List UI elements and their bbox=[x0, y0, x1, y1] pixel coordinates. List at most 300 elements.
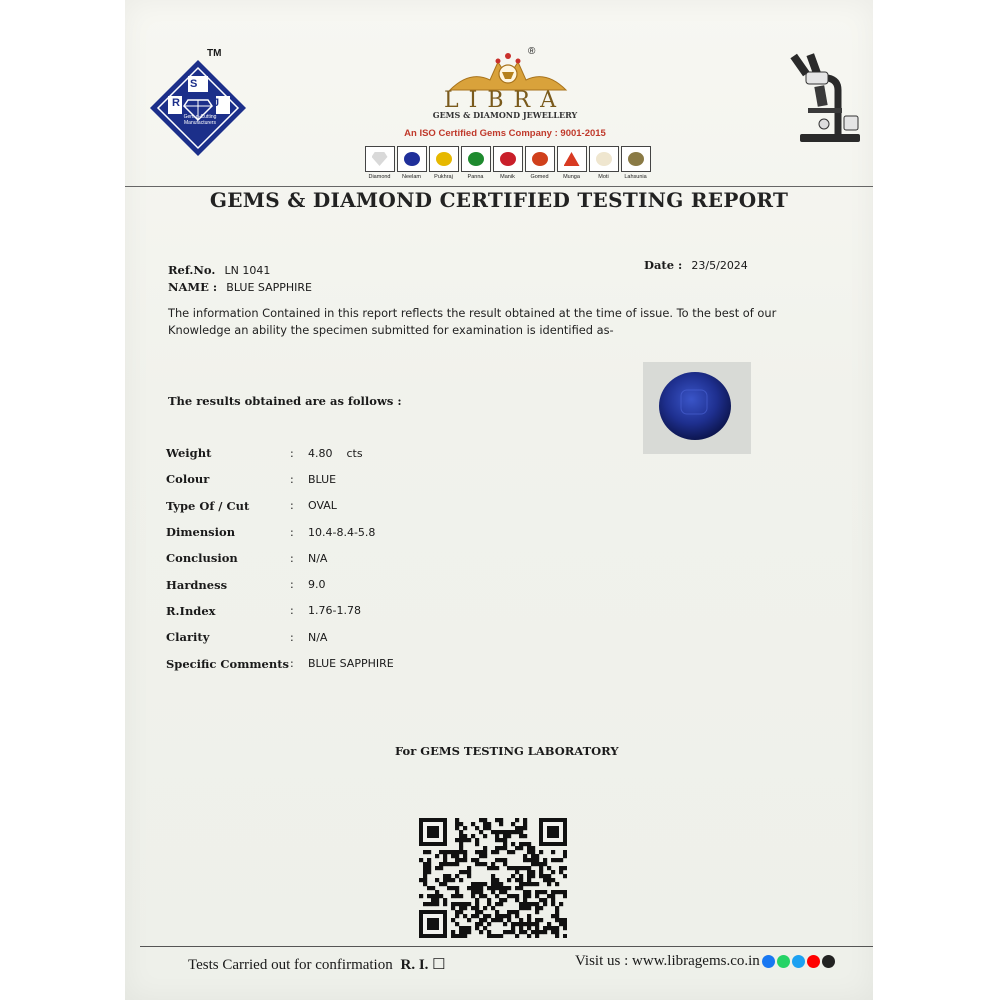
qr-module bbox=[447, 886, 451, 890]
qr-module bbox=[523, 866, 527, 870]
qr-module bbox=[443, 874, 447, 878]
qr-module bbox=[539, 862, 543, 866]
gem-stone-icon bbox=[596, 152, 612, 166]
gem-item bbox=[557, 146, 586, 184]
qr-module bbox=[559, 866, 563, 870]
qr-module bbox=[527, 906, 531, 910]
qr-module bbox=[555, 906, 559, 910]
gem-item bbox=[525, 146, 554, 184]
qr-module bbox=[531, 854, 535, 858]
qr-module bbox=[535, 902, 539, 906]
result-row bbox=[166, 624, 394, 650]
qr-module bbox=[475, 882, 479, 886]
gem-stone-icon bbox=[500, 152, 516, 166]
result-label: Dimension bbox=[166, 525, 236, 540]
gem-label: Manik bbox=[500, 174, 515, 180]
qr-code bbox=[419, 818, 567, 938]
qr-module bbox=[459, 910, 463, 914]
qr-module bbox=[535, 918, 539, 922]
qr-module bbox=[527, 870, 531, 874]
qr-module bbox=[427, 858, 431, 862]
date-label: Date : bbox=[644, 258, 683, 272]
qr-module bbox=[443, 850, 447, 854]
gem-label: Gomed bbox=[530, 174, 549, 180]
qr-module bbox=[435, 890, 439, 894]
qr-module bbox=[467, 838, 471, 842]
qr-module bbox=[495, 902, 499, 906]
qr-module bbox=[503, 898, 507, 902]
qr-module bbox=[523, 858, 527, 862]
qr-module bbox=[519, 866, 523, 870]
qr-module bbox=[471, 822, 475, 826]
qr-module bbox=[519, 846, 523, 850]
qr-module bbox=[507, 918, 511, 922]
report-title: GEMS & DIAMOND CERTIFIED TESTING REPORT bbox=[209, 188, 789, 212]
qr-module bbox=[555, 890, 559, 894]
qr-module bbox=[491, 866, 495, 870]
qr-module bbox=[511, 866, 515, 870]
qr-module bbox=[475, 890, 479, 894]
qr-module bbox=[443, 882, 447, 886]
qr-module bbox=[463, 902, 467, 906]
qr-module bbox=[479, 930, 483, 934]
date-value: 23/5/2024 bbox=[691, 259, 748, 272]
qr-module bbox=[459, 926, 463, 930]
qr-module bbox=[503, 930, 507, 934]
qr-module bbox=[463, 838, 467, 842]
qr-module bbox=[519, 918, 523, 922]
qr-module bbox=[455, 826, 459, 830]
gem-label: Munga bbox=[563, 174, 580, 180]
qr-module bbox=[531, 902, 535, 906]
qr-module bbox=[499, 898, 503, 902]
qr-module bbox=[479, 830, 483, 834]
qr-module bbox=[555, 858, 559, 862]
qr-module bbox=[547, 926, 551, 930]
result-label: R.Index bbox=[166, 603, 216, 618]
qr-module bbox=[531, 922, 535, 926]
qr-module bbox=[459, 834, 463, 838]
qr-module bbox=[479, 886, 483, 890]
qr-module bbox=[459, 846, 463, 850]
qr-module bbox=[427, 862, 431, 866]
gem-stone-icon bbox=[468, 152, 484, 166]
gem-box bbox=[493, 146, 523, 172]
qr-module bbox=[475, 838, 479, 842]
qr-module bbox=[523, 842, 527, 846]
qr-module bbox=[551, 930, 555, 934]
result-label: Conclusion bbox=[166, 551, 238, 566]
name-label: NAME : bbox=[168, 280, 218, 294]
qr-module bbox=[431, 902, 435, 906]
qr-module bbox=[527, 882, 531, 886]
result-row bbox=[166, 571, 394, 597]
qr-module bbox=[495, 838, 499, 842]
qr-module bbox=[419, 858, 423, 862]
qr-module bbox=[539, 906, 543, 910]
qr-module bbox=[499, 838, 503, 842]
qr-module bbox=[519, 882, 523, 886]
qr-module bbox=[499, 830, 503, 834]
srj-letter-r: R bbox=[172, 97, 180, 109]
qr-module bbox=[539, 930, 543, 934]
footer-visit bbox=[575, 953, 835, 970]
qr-module bbox=[551, 850, 555, 854]
result-row bbox=[166, 598, 394, 624]
gem-label: Pukhraj bbox=[434, 174, 453, 180]
qr-module bbox=[523, 826, 527, 830]
qr-module bbox=[431, 898, 435, 902]
qr-module bbox=[511, 894, 515, 898]
qr-module bbox=[515, 922, 519, 926]
qr-module bbox=[515, 910, 519, 914]
gem-stone-icon bbox=[372, 152, 388, 166]
facebook-icon[interactable] bbox=[762, 955, 775, 968]
qr-finder-pattern bbox=[539, 818, 567, 846]
qr-module bbox=[527, 850, 531, 854]
qr-module bbox=[535, 934, 539, 938]
qr-module bbox=[507, 910, 511, 914]
qr-module bbox=[495, 866, 499, 870]
result-colon: : bbox=[290, 630, 294, 644]
sapphire-stone-icon bbox=[643, 362, 751, 454]
qr-module bbox=[559, 902, 563, 906]
qr-module bbox=[499, 818, 503, 822]
qr-module bbox=[527, 918, 531, 922]
qr-module bbox=[527, 914, 531, 918]
gem-label: Neelam bbox=[402, 174, 421, 180]
qr-module bbox=[503, 846, 507, 850]
trademark-mark: TM bbox=[207, 48, 222, 59]
qr-module bbox=[467, 918, 471, 922]
srj-tagline: Gem-n-Cutting Manufacturers bbox=[183, 114, 217, 126]
qr-finder-pattern bbox=[419, 910, 447, 938]
qr-module bbox=[519, 830, 523, 834]
qr-module bbox=[527, 846, 531, 850]
qr-module bbox=[463, 914, 467, 918]
qr-module bbox=[523, 894, 527, 898]
qr-module bbox=[563, 866, 567, 870]
qr-module bbox=[495, 830, 499, 834]
result-value: OVAL bbox=[308, 499, 337, 513]
qr-module bbox=[439, 850, 443, 854]
qr-module bbox=[539, 890, 543, 894]
qr-module bbox=[495, 910, 499, 914]
qr-module bbox=[423, 866, 427, 870]
qr-module bbox=[443, 898, 447, 902]
qr-module bbox=[451, 854, 455, 858]
qr-module bbox=[551, 890, 555, 894]
qr-module bbox=[511, 926, 515, 930]
qr-module bbox=[475, 826, 479, 830]
qr-module bbox=[475, 926, 479, 930]
footer-tests-text: Tests Carried out for confirmation bbox=[188, 957, 393, 973]
gem-box bbox=[525, 146, 555, 172]
gem-box bbox=[365, 146, 395, 172]
qr-module bbox=[535, 894, 539, 898]
twitter-icon[interactable] bbox=[792, 955, 805, 968]
result-colon: : bbox=[290, 446, 294, 460]
result-row bbox=[166, 466, 394, 492]
result-colon: : bbox=[290, 499, 294, 513]
qr-module bbox=[523, 822, 527, 826]
qr-module bbox=[491, 874, 495, 878]
qr-module bbox=[479, 890, 483, 894]
qr-module bbox=[423, 882, 427, 886]
result-value: BLUE SAPPHIRE bbox=[308, 657, 394, 671]
qr-module bbox=[435, 902, 439, 906]
qr-module bbox=[479, 910, 483, 914]
qr-module bbox=[451, 906, 455, 910]
qr-module bbox=[475, 858, 479, 862]
qr-module bbox=[443, 902, 447, 906]
result-label: Type Of / Cut bbox=[166, 498, 250, 513]
qr-module bbox=[487, 934, 491, 938]
qr-module bbox=[511, 922, 515, 926]
qr-module bbox=[531, 870, 535, 874]
qr-module bbox=[535, 906, 539, 910]
qr-module bbox=[463, 834, 467, 838]
gem-strip bbox=[365, 146, 661, 184]
qr-module bbox=[487, 914, 491, 918]
qr-module bbox=[535, 858, 539, 862]
qr-module bbox=[495, 914, 499, 918]
microscope-icon bbox=[788, 50, 868, 146]
qr-module bbox=[451, 894, 455, 898]
qr-module bbox=[471, 858, 475, 862]
qr-module bbox=[423, 878, 427, 882]
qr-module bbox=[515, 914, 519, 918]
gem-box bbox=[429, 146, 459, 172]
name-row bbox=[168, 276, 312, 295]
qr-module bbox=[463, 906, 467, 910]
qr-module bbox=[467, 926, 471, 930]
qr-module bbox=[435, 866, 439, 870]
qr-module bbox=[435, 878, 439, 882]
qr-module bbox=[495, 846, 499, 850]
qr-module bbox=[435, 898, 439, 902]
qr-module bbox=[543, 930, 547, 934]
qr-module bbox=[451, 886, 455, 890]
qr-module bbox=[527, 922, 531, 926]
qr-module bbox=[523, 882, 527, 886]
qr-module bbox=[427, 850, 431, 854]
qr-module bbox=[483, 894, 487, 898]
qr-module bbox=[459, 858, 463, 862]
qr-module bbox=[423, 874, 427, 878]
qr-module bbox=[555, 918, 559, 922]
qr-module bbox=[459, 930, 463, 934]
qr-module bbox=[463, 930, 467, 934]
qr-module bbox=[467, 866, 471, 870]
qr-module bbox=[507, 894, 511, 898]
qr-module bbox=[491, 830, 495, 834]
qr-module bbox=[475, 914, 479, 918]
qr-module bbox=[499, 902, 503, 906]
qr-module bbox=[467, 930, 471, 934]
qr-module bbox=[547, 922, 551, 926]
qr-module bbox=[523, 902, 527, 906]
qr-module bbox=[507, 834, 511, 838]
qr-module bbox=[427, 886, 431, 890]
qr-module bbox=[555, 910, 559, 914]
qr-module bbox=[475, 862, 479, 866]
qr-module bbox=[523, 890, 527, 894]
result-colon: : bbox=[290, 604, 294, 618]
name-value: BLUE SAPPHIRE bbox=[226, 281, 312, 294]
qr-module bbox=[503, 890, 507, 894]
qr-module bbox=[455, 850, 459, 854]
qr-module bbox=[455, 822, 459, 826]
qr-module bbox=[455, 858, 459, 862]
qr-module bbox=[543, 926, 547, 930]
qr-module bbox=[555, 914, 559, 918]
qr-module bbox=[487, 930, 491, 934]
qr-module bbox=[523, 922, 527, 926]
footer-divider bbox=[140, 946, 873, 947]
qr-module bbox=[491, 850, 495, 854]
qr-module bbox=[499, 882, 503, 886]
gem-item bbox=[621, 146, 650, 184]
qr-module bbox=[439, 882, 443, 886]
qr-module bbox=[455, 914, 459, 918]
qr-module bbox=[519, 886, 523, 890]
qr-module bbox=[499, 822, 503, 826]
qr-module bbox=[455, 862, 459, 866]
qr-module bbox=[463, 850, 467, 854]
qr-module bbox=[483, 834, 487, 838]
result-colon: : bbox=[290, 578, 294, 592]
srj-logo bbox=[148, 58, 248, 158]
qr-module bbox=[499, 890, 503, 894]
qr-module bbox=[491, 934, 495, 938]
youtube-icon[interactable] bbox=[807, 955, 820, 968]
gem-box bbox=[557, 146, 587, 172]
qr-module bbox=[515, 898, 519, 902]
qr-module bbox=[491, 878, 495, 882]
qr-module bbox=[535, 890, 539, 894]
gem-item bbox=[589, 146, 618, 184]
qr-module bbox=[455, 818, 459, 822]
qr-module bbox=[471, 886, 475, 890]
qr-module bbox=[487, 902, 491, 906]
qr-module bbox=[499, 914, 503, 918]
qr-module bbox=[439, 862, 443, 866]
qr-module bbox=[451, 918, 455, 922]
result-label: Colour bbox=[166, 472, 210, 487]
qr-module bbox=[459, 934, 463, 938]
qr-module bbox=[563, 894, 567, 898]
qr-module bbox=[563, 934, 567, 938]
qr-module bbox=[527, 894, 531, 898]
qr-module bbox=[499, 846, 503, 850]
qr-module bbox=[535, 926, 539, 930]
qr-module bbox=[503, 834, 507, 838]
qr-module bbox=[471, 894, 475, 898]
qr-module bbox=[443, 878, 447, 882]
qr-module bbox=[515, 886, 519, 890]
qr-module bbox=[543, 898, 547, 902]
qr-module bbox=[495, 918, 499, 922]
gem-item bbox=[365, 146, 394, 184]
qr-module bbox=[515, 830, 519, 834]
qr-module bbox=[511, 874, 515, 878]
qr-module bbox=[563, 874, 567, 878]
qr-module bbox=[423, 902, 427, 906]
qr-module bbox=[507, 830, 511, 834]
qr-module bbox=[539, 918, 543, 922]
qr-module bbox=[471, 914, 475, 918]
qr-module bbox=[563, 918, 567, 922]
qr-module bbox=[559, 918, 563, 922]
qr-module bbox=[451, 878, 455, 882]
qr-module bbox=[555, 930, 559, 934]
gem-stone-icon bbox=[436, 152, 452, 166]
gem-box bbox=[589, 146, 619, 172]
qr-module bbox=[511, 910, 515, 914]
intro-line-1: The information Contained in this report reflects the result obtained at the time of issue. To the best of our bbox=[168, 306, 777, 320]
qr-module bbox=[535, 882, 539, 886]
qr-module bbox=[483, 882, 487, 886]
qr-module bbox=[499, 886, 503, 890]
qr-module bbox=[527, 926, 531, 930]
qr-module bbox=[427, 870, 431, 874]
qr-module bbox=[523, 818, 527, 822]
gem-stone-icon bbox=[564, 152, 580, 166]
qr-module bbox=[499, 858, 503, 862]
qr-module bbox=[543, 878, 547, 882]
qr-module bbox=[427, 902, 431, 906]
qr-module bbox=[551, 870, 555, 874]
qr-module bbox=[475, 886, 479, 890]
qr-module bbox=[471, 906, 475, 910]
qr-module bbox=[511, 842, 515, 846]
result-colon: : bbox=[290, 472, 294, 486]
qr-module bbox=[491, 918, 495, 922]
qr-module bbox=[483, 826, 487, 830]
qr-module bbox=[451, 902, 455, 906]
whatsapp-icon[interactable] bbox=[777, 955, 790, 968]
result-row bbox=[166, 493, 394, 519]
qr-module bbox=[507, 886, 511, 890]
qr-module bbox=[451, 934, 455, 938]
gem-box bbox=[397, 146, 427, 172]
instagram-icon[interactable] bbox=[822, 955, 835, 968]
qr-module bbox=[467, 874, 471, 878]
intro-line-2: Knowledge an ability the specimen submitted for examination is identified as- bbox=[168, 323, 614, 337]
qr-module bbox=[555, 926, 559, 930]
qr-module bbox=[543, 890, 547, 894]
qr-module bbox=[511, 822, 515, 826]
qr-module bbox=[495, 894, 499, 898]
qr-module bbox=[503, 862, 507, 866]
iso-certification: An ISO Certified Gems Company : 9001-2015 bbox=[404, 128, 606, 139]
qr-module bbox=[463, 870, 467, 874]
footer-website: Visit us : www.libragems.co.in bbox=[575, 953, 760, 969]
qr-module bbox=[547, 878, 551, 882]
qr-module bbox=[495, 878, 499, 882]
qr-module bbox=[491, 882, 495, 886]
qr-module bbox=[487, 922, 491, 926]
qr-module bbox=[451, 930, 455, 934]
qr-module bbox=[519, 834, 523, 838]
srj-letter-j: J bbox=[213, 97, 220, 109]
qr-module bbox=[519, 922, 523, 926]
qr-module bbox=[447, 878, 451, 882]
qr-module bbox=[523, 854, 527, 858]
qr-module bbox=[511, 850, 515, 854]
result-row bbox=[166, 545, 394, 571]
